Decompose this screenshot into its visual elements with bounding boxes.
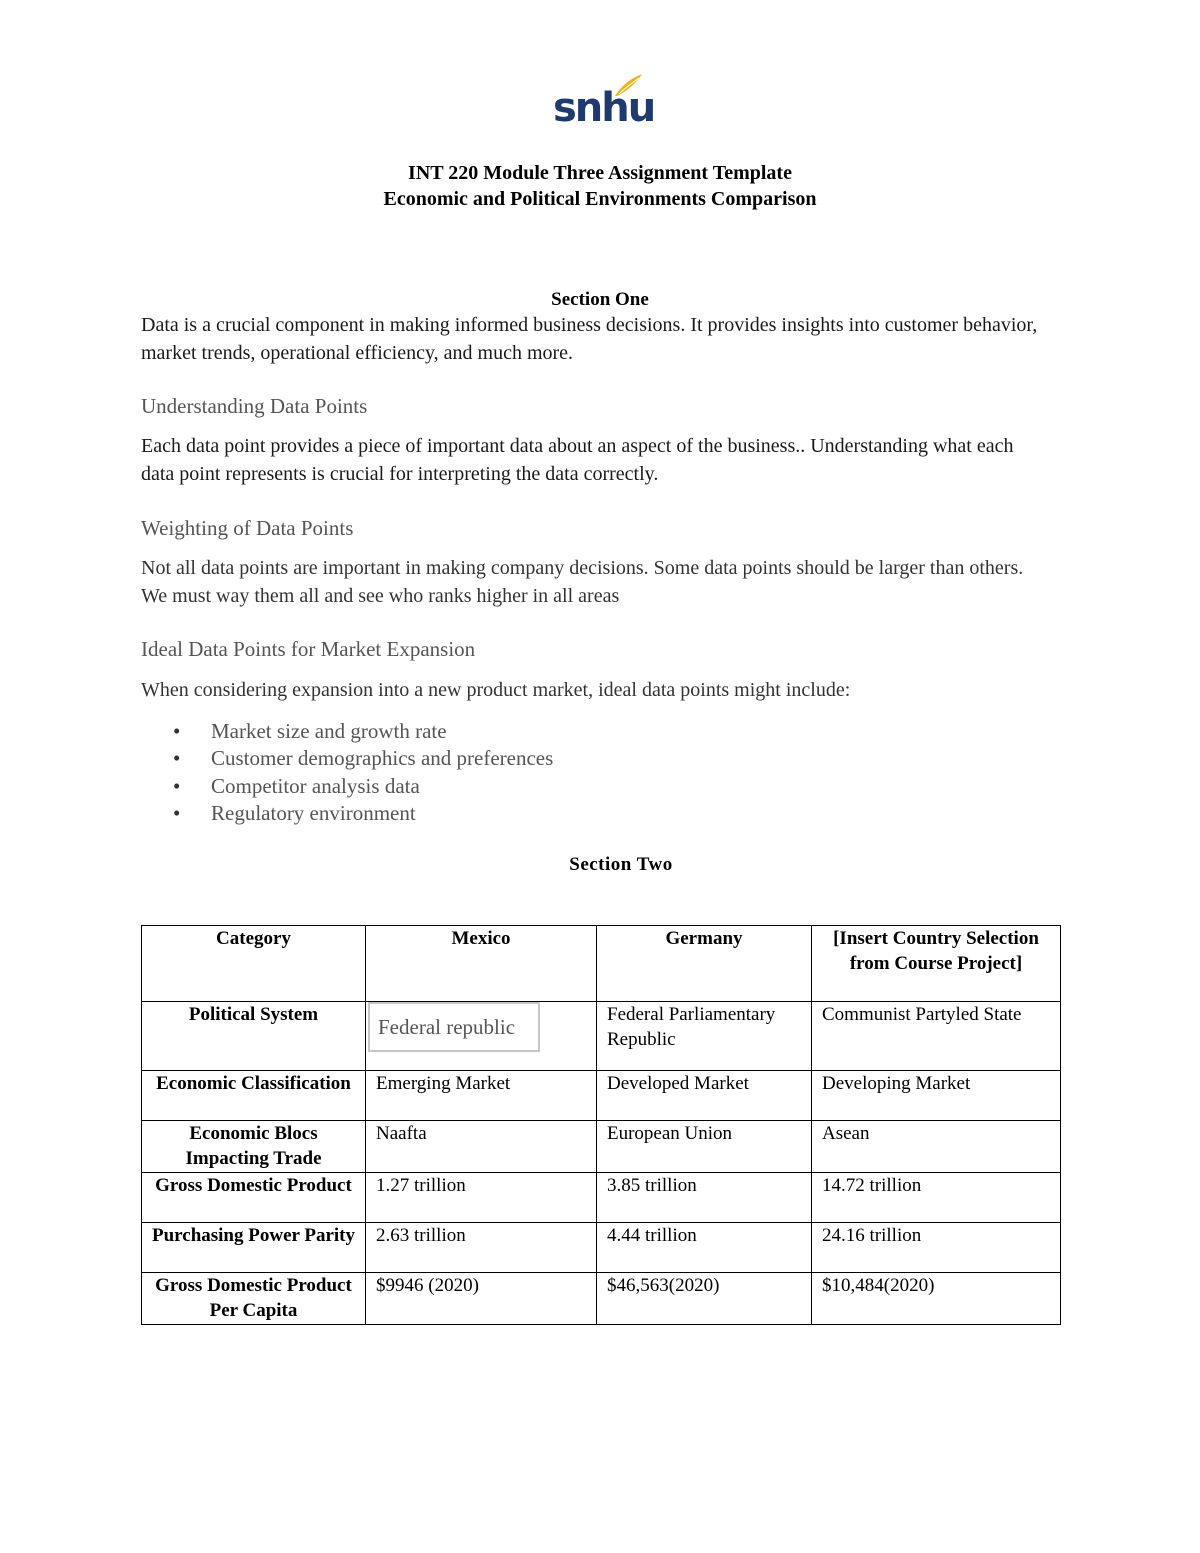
table-header-row [142,926,1061,1002]
table-cell: Developed Market [597,1071,812,1121]
subsection-heading: Weighting of Data Points [141,516,354,540]
list-item: • Competitor analysis data [141,773,553,800]
section-two-heading: Section Two [569,854,673,875]
intro-paragraph: Data is a crucial component in making informed business decisions. It provides insights into customer behavior, market trends, operational efficiency, and much more. [141,314,1038,364]
column-header: Germany [597,926,812,1002]
document-subtitle: Economic and Political Environments Comparison [383,188,817,210]
table-cell: European Union [597,1121,812,1173]
subsection-heading: Understanding Data Points [141,394,368,418]
row-category: Gross Domestic Product Per Capita [142,1273,366,1325]
table-cell: 14.72 trillion [812,1173,1061,1223]
table-cell: Asean [812,1121,1061,1173]
list-item: • Customer demographics and preferences [141,745,553,772]
subsection-paragraph: When considering expansion into a new product market, ideal data points might include: [141,679,851,701]
table-cell: Communist Partyled State [812,1002,1061,1071]
table-cell: Emerging Market [366,1071,597,1121]
table-row [142,1273,1061,1325]
comparison-table [141,925,1061,1325]
table-cell: $10,484(2020) [812,1273,1061,1325]
column-header: [Insert Country Selection from Course Project] [812,926,1061,1002]
table-cell: Developing Market [812,1071,1061,1121]
table-cell: 24.16 trillion [812,1223,1061,1273]
table-cell: 1.27 trillion [366,1173,597,1223]
list-item: • Regulatory environment [141,800,553,827]
table-row [142,1002,1061,1071]
document-title: INT 220 Module Three Assignment Template [408,162,792,184]
bullet-list [141,718,553,827]
table-cell: 2.63 trillion [366,1223,597,1273]
subsection-paragraph: Not all data points are important in making company decisions. Some data points should be larger than others. We must way them all and see who ranks higher in all areas [141,557,1024,607]
column-header: Mexico [366,926,597,1002]
table-row [142,1121,1061,1173]
column-header: Category [142,926,366,1002]
snhu-logo [553,72,655,134]
table-cell: $46,563(2020) [597,1273,812,1325]
row-category: Gross Domestic Product [142,1173,366,1223]
table-cell: $9946 (2020) [366,1273,597,1325]
row-category: Economic Blocs Impacting Trade [142,1121,366,1173]
section-one-heading: Section One [551,289,649,310]
list-item: • Market size and growth rate [141,718,553,745]
table-row [142,1071,1061,1121]
table-cell: 4.44 trillion [597,1223,812,1273]
row-category: Purchasing Power Parity [142,1223,366,1273]
table-cell [366,1002,597,1071]
row-category: Political System [142,1002,366,1071]
subsection-paragraph: Each data point provides a piece of important data about an aspect of the business.. Understanding what each data point represents is crucial for interpreting the data correctly. [141,435,1014,485]
logo-text: snhu [553,85,655,131]
table-cell: 3.85 trillion [597,1173,812,1223]
table-cell: Federal Parliamentary Republic [597,1002,812,1071]
table-row [142,1173,1061,1223]
table-row [142,1223,1061,1273]
table-cell: Naafta [366,1121,597,1173]
text-box[interactable]: Federal republic [368,1002,540,1052]
subsection-heading: Ideal Data Points for Market Expansion [141,637,476,661]
row-category: Economic Classification [142,1071,366,1121]
